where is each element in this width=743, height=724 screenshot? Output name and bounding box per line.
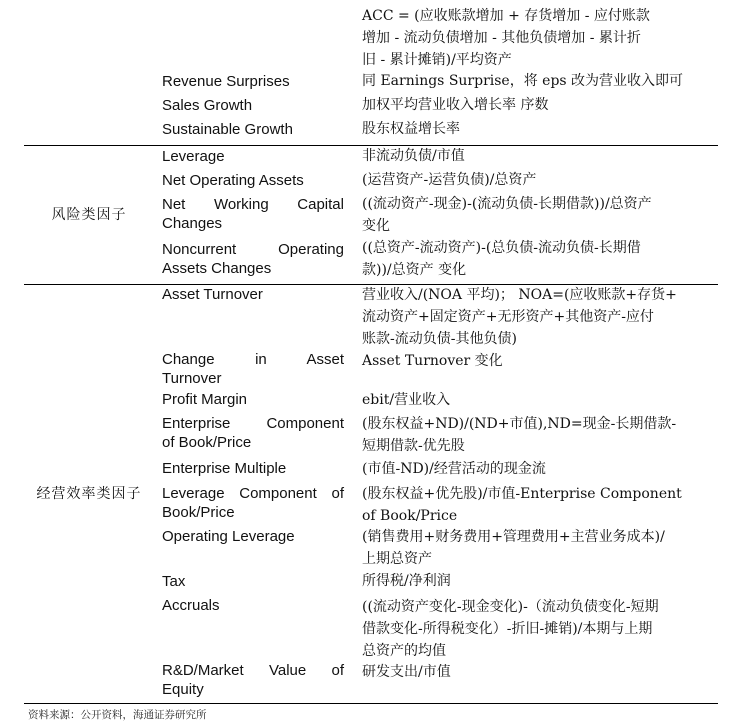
factor-line: Book/Price: [162, 504, 235, 521]
factor-leverage: Leverage: [162, 148, 225, 165]
factor-accruals: Accruals: [162, 597, 220, 614]
definition-line: 账款-流动负债-其他负债): [362, 331, 517, 347]
definition-enterprise-component-of-book-price: [362, 413, 718, 457]
factor-leverage-component-of-book-price: [162, 484, 344, 522]
definition-accruals: [362, 596, 718, 662]
definition-line: 短期借款-优先股: [362, 438, 465, 454]
factor-line: Net Working Capital: [162, 196, 344, 213]
definition-line: 总资产的均值: [362, 643, 446, 659]
definition-rd-market-value-of-equity: [362, 661, 718, 683]
definition-line: 上期总资产: [362, 551, 432, 567]
definition-leverage-component-of-book-price: [362, 483, 718, 527]
definition-revenue-surprises: [362, 70, 718, 92]
definition-line: Asset Turnover 变化: [362, 353, 503, 369]
definition-line: 股东权益增长率: [362, 121, 460, 137]
factor-line: Noncurrent Operating: [162, 241, 344, 258]
definition-leverage: [362, 145, 718, 167]
factor-line: of Book/Price: [162, 434, 252, 451]
definition-line: 所得税/净利润: [362, 573, 451, 589]
definition-line: ((流动资产-现金)-(流动负债-长期借款))/总资产: [362, 196, 652, 212]
definition-enterprise-multiple: [362, 458, 718, 480]
definition-line: ebit/营业收入: [362, 392, 451, 408]
definition-net-operating-assets: [362, 169, 718, 191]
definition-profit-margin: [362, 389, 718, 411]
factor-rd-market-value-of-equity: [162, 661, 344, 699]
factor-net-working-capital-changes: [162, 195, 344, 233]
definition-line: ACC = (应收账款增加 + 存货增加 - 应付账款: [362, 8, 650, 24]
definition-line: 借款变化-所得税变化）-折旧-摊销)/本期与上期: [362, 621, 653, 637]
factor-noncurrent-operating-assets-changes: [162, 240, 344, 278]
definition-line: (市值-ND)/经营活动的现金流: [362, 461, 546, 477]
definition-line: (股东权益+ND)/(ND+市值),ND=现金-长期借款-: [362, 416, 677, 432]
definition-noncurrent-operating-assets-changes: [362, 237, 718, 281]
factor-profit-margin: Profit Margin: [162, 391, 248, 408]
definition-line: ((流动资产变化-现金变化)-（流动负债变化-短期: [362, 599, 659, 615]
definition-line: 流动资产+固定资产+无形资产+其他资产-应付: [362, 309, 654, 325]
factor-change-in-asset-turnover: [162, 350, 344, 388]
category-efficiency-label: 经营效率类因子: [36, 486, 142, 502]
definition-line: of Book/Price: [362, 508, 458, 524]
definition-sustainable-growth: [362, 118, 718, 140]
factor-line: Change in Asset: [162, 351, 344, 368]
factor-enterprise-multiple: Enterprise Multiple: [162, 460, 287, 477]
definition-line: (运营资产-运营负债)/总资产: [362, 172, 537, 188]
definition-asset-turnover: [362, 284, 718, 350]
definition-line: 旧 - 累计摊销)/平均资产: [362, 52, 512, 68]
definition-operating-leverage: [362, 526, 718, 570]
factor-line: Equity: [162, 681, 204, 698]
definition-line: 研发支出/市值: [362, 664, 451, 680]
definition-sales-growth: [362, 94, 718, 116]
factor-sustainable-growth: Sustainable Growth: [162, 121, 293, 138]
factor-tax: Tax: [162, 573, 186, 590]
factor-operating-leverage: Operating Leverage: [162, 528, 295, 545]
definition-tax: [362, 570, 718, 592]
definition-line: 增加 - 流动负债增加 - 其他负债增加 - 累计折: [362, 30, 641, 46]
factor-asset-turnover: Asset Turnover: [162, 286, 263, 303]
definition-line: 变化: [362, 218, 390, 234]
factor-line: Enterprise Component: [162, 415, 344, 432]
definition-line: 款))/总资产 变化: [362, 262, 467, 278]
definition-line: ((总资产-流动资产)-(总负债-流动负债-长期借: [362, 240, 641, 256]
category-efficiency: [28, 285, 150, 703]
definition-line: 加权平均营业收入增长率 序数: [362, 97, 549, 113]
factor-net-operating-assets: Net Operating Assets: [162, 172, 304, 189]
definition-line: (销售费用+财务费用+管理费用+主营业务成本)/: [362, 529, 665, 545]
definition-acc: [362, 5, 718, 71]
table-bottom-rule: [24, 703, 718, 704]
factor-sales-growth: Sales Growth: [162, 97, 253, 114]
factor-line: R&D/Market Value of: [162, 662, 344, 679]
factor-line: Turnover: [162, 370, 222, 387]
definition-line: 非流动负债/市值: [362, 148, 465, 164]
factor-enterprise-component-of-book-price: [162, 414, 344, 452]
definition-line: 同 Earnings Surprise，将 eps 改为营业收入即可: [362, 73, 684, 89]
factor-line: Changes: [162, 215, 223, 232]
category-risk: [28, 146, 150, 284]
factor-line: Assets Changes: [162, 260, 272, 277]
definition-line: (股东权益+优先股)/市值-Enterprise Component: [362, 486, 682, 502]
definition-net-working-capital-changes: [362, 193, 718, 237]
definition-line: 营业收入/(NOA 平均)； NOA=(应收账款+存货+: [362, 287, 677, 303]
source-note: 资料来源：公开资料，海通证券研究所: [28, 709, 207, 721]
factor-revenue-surprises: Revenue Surprises: [162, 73, 290, 90]
definition-change-in-asset-turnover: [362, 350, 718, 372]
category-risk-label: 风险类因子: [51, 207, 127, 223]
factor-line: Leverage Component of: [162, 485, 344, 502]
